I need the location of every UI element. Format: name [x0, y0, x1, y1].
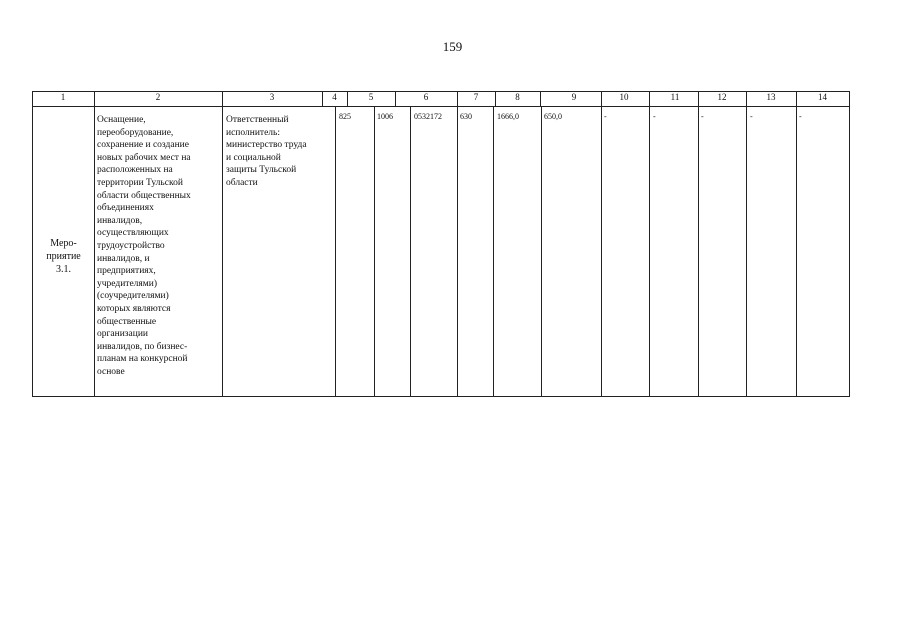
body-divider — [374, 106, 375, 397]
body-divider — [335, 106, 336, 397]
header-divider — [746, 91, 747, 397]
description-line: планам на конкурсной — [97, 354, 188, 365]
description-line: предприятиях, — [97, 266, 156, 277]
cell-vr: 630 — [460, 112, 472, 121]
header-col-3: 3 — [269, 92, 275, 102]
header-divider — [322, 91, 323, 106]
header-col-1: 1 — [60, 92, 66, 102]
event-id-line: Меро- — [50, 238, 77, 249]
cell-csr: 0532172 — [414, 112, 442, 121]
cell-responsible — [226, 114, 332, 190]
responsible-line: и социальной — [226, 152, 281, 163]
description-line: (соучредителями) — [97, 291, 169, 302]
responsible-line: области — [226, 177, 258, 188]
description-line: Оснащение, — [97, 115, 146, 125]
cell-year-1: 650,0 — [544, 112, 562, 121]
cell-rzpr: 1006 — [377, 112, 393, 121]
header-divider — [222, 91, 223, 397]
description-line: организации — [97, 329, 149, 340]
description-line: инвалидов, — [97, 215, 143, 226]
header-col-11: 11 — [670, 92, 680, 102]
table-bottom-border — [32, 396, 849, 397]
responsible-line: защиты Тульской — [226, 165, 297, 176]
header-divider — [649, 91, 650, 397]
header-col-4: 4 — [332, 92, 337, 102]
body-divider — [410, 106, 411, 397]
header-col-8: 8 — [515, 92, 520, 102]
header-divider — [601, 91, 602, 397]
page-number: 159 — [442, 39, 463, 54]
header-col-10: 10 — [619, 92, 629, 102]
event-id-line: приятие — [46, 251, 81, 262]
description-line: инвалидов, и — [97, 253, 150, 264]
header-col-5: 5 — [368, 92, 374, 102]
description-line: учредителями) — [97, 278, 158, 289]
description-line: трудоустройство — [97, 240, 165, 251]
header-divider — [347, 91, 348, 106]
responsible-line: Ответственный — [226, 115, 289, 125]
responsible-line: министерство труда — [226, 140, 307, 151]
description-line: объединениях — [97, 203, 154, 214]
header-divider — [457, 91, 458, 106]
cell-year-4: - — [701, 112, 704, 121]
body-divider — [493, 106, 494, 397]
header-bottom-border — [32, 106, 849, 107]
body-divider — [541, 106, 542, 397]
event-id-line: 3.1. — [56, 264, 71, 275]
header-col-9: 9 — [571, 92, 577, 102]
cell-total: 1666,0 — [497, 112, 519, 121]
header-divider — [540, 91, 541, 106]
header-divider — [94, 91, 95, 397]
header-divider — [395, 91, 396, 106]
header-col-7: 7 — [473, 92, 479, 102]
header-divider — [796, 91, 797, 397]
cell-event-description — [97, 114, 219, 378]
header-col-12: 12 — [717, 92, 727, 102]
body-divider — [457, 106, 458, 397]
cell-year-5: - — [750, 112, 753, 121]
description-line: основе — [97, 366, 125, 377]
description-line: области общественных — [97, 190, 191, 201]
header-col-14: 14 — [818, 92, 827, 102]
description-line: новых рабочих мест на — [97, 152, 191, 163]
cell-grbs: 825 — [339, 112, 351, 121]
cell-year-3: - — [653, 112, 656, 121]
description-line: инвалидов, по бизнес- — [97, 341, 188, 352]
table-header-row — [32, 91, 849, 105]
description-line: расположенных на — [97, 165, 173, 176]
header-col-2: 2 — [155, 92, 161, 102]
header-col-6: 6 — [423, 92, 429, 102]
description-line: осуществляющих — [97, 228, 169, 239]
header-divider — [495, 91, 496, 106]
cell-year-2: - — [604, 112, 607, 121]
responsible-line: исполнитель: — [226, 127, 280, 138]
description-line: общественные — [97, 316, 157, 327]
header-divider — [698, 91, 699, 397]
header-divider — [849, 91, 850, 397]
header-col-13: 13 — [766, 92, 776, 102]
cell-event-id — [33, 237, 94, 276]
description-line: переоборудование, — [97, 127, 174, 138]
description-line: которых являются — [97, 303, 171, 314]
cell-year-6: - — [799, 112, 802, 121]
description-line: территории Тульской — [97, 177, 183, 188]
description-line: сохранение и создание — [97, 140, 189, 151]
